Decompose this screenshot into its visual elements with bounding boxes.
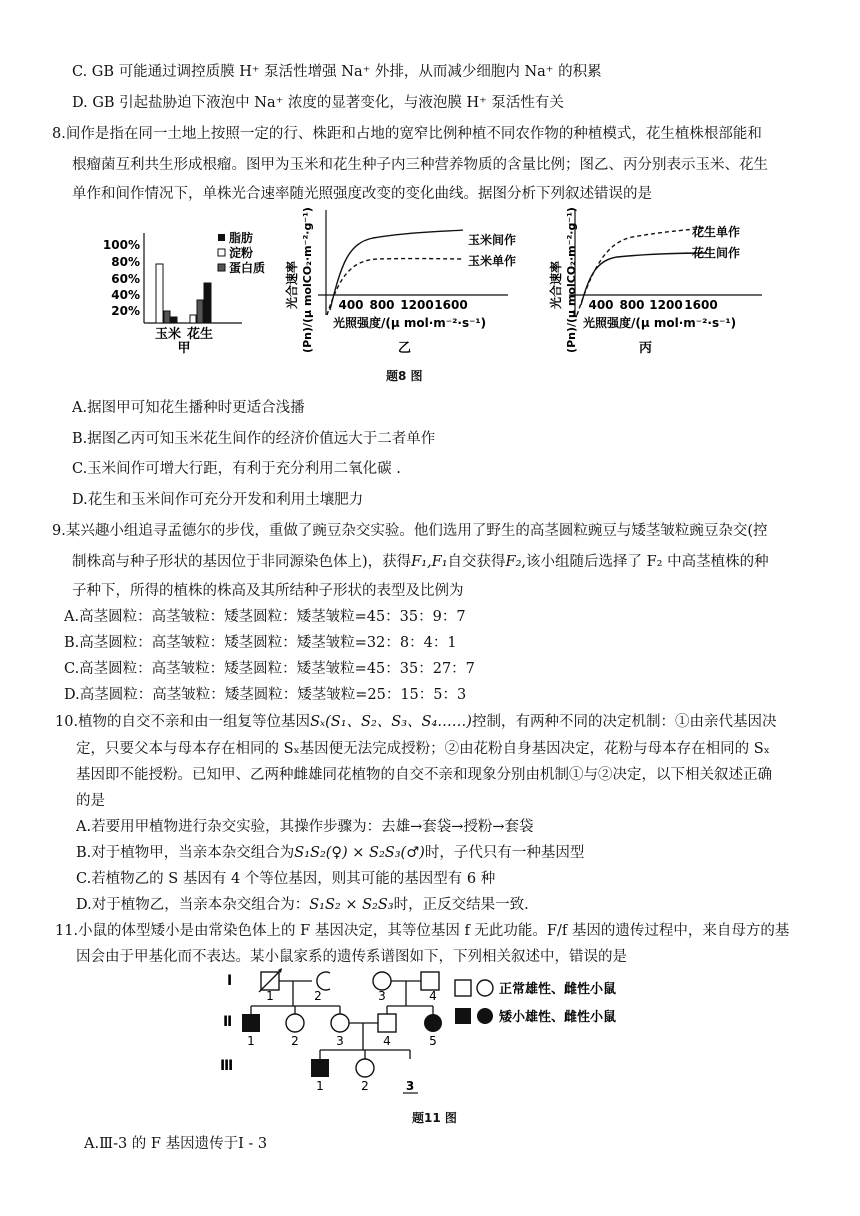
num: 2: [361, 1079, 369, 1093]
q9-stem-line3: 子种下，所得的植株的株高及其所结种子形状的表型及比例为: [72, 583, 464, 599]
series-label-intercrop: 玉米间作: [468, 233, 517, 247]
num: 1: [247, 1034, 255, 1048]
q10-option-d: D.对于植物乙，当亲本杂交组合为：S₁S₂ × S₂S₃时，正反交结果一致.: [76, 897, 529, 913]
q11-stem-line1: 11.小鼠的体型矮小是由常染色体上的 F 基因决定，其等位基因 f 无此功能。F/f 基因的遗传过程中，来自母方的基: [55, 923, 790, 939]
q8-stem-line2: 根瘤菌互利共生形成根瘤。图甲为玉米和花生种子内三种营养物质的含量比例；图乙、丙分别表示玉米、花生: [72, 157, 768, 173]
q8-option-c: C.玉米间作可增大行距，有利于充分利用二氧化碳 .: [72, 461, 401, 477]
II-1-male-small: [242, 1014, 260, 1032]
figure-label: 丙: [639, 341, 653, 356]
q10-option-b: B.对于植物甲，当亲本杂交组合为S₁S₂(♀) × S₂S₃(♂)时，子代只有一种基因型: [76, 845, 585, 861]
q11-option-a: A.Ⅲ-3 的 F 基因遗传于Ⅰ - 3: [84, 1136, 268, 1152]
gen-label: Ⅲ: [220, 1058, 234, 1074]
num: 4: [383, 1034, 391, 1048]
series-label-monocrop: 花生单作: [692, 225, 741, 239]
num: 2: [291, 1034, 299, 1048]
I-2-female: [317, 972, 330, 990]
figure-label: 甲: [177, 341, 191, 356]
q10-option-c: C.若植物乙的 S 基因有 4 个等位基因，则其可能的基因型有 6 种: [76, 871, 496, 887]
legend-small-female: [477, 1008, 493, 1024]
x-tick: 800: [619, 298, 645, 312]
num: 3: [336, 1034, 344, 1048]
q8-option-d: D.花生和玉米间作可充分开发和利用土壤肥力: [72, 492, 364, 508]
x-axis-label: 光照强度/(μ mol·m⁻²·s⁻¹): [583, 316, 737, 330]
figure-bing-line-chart: [547, 205, 802, 360]
x-tick: 1200: [649, 298, 683, 312]
q9-stem-line2: 制株高与种子形状的基因位于非同源染色体上)，获得F₁,F₁自交获得F₂,该小组随后选择了 F₂ 中高茎植株的种: [72, 554, 769, 570]
q7-option-c: C. GB 可能通过调控质膜 H⁺ 泵活性增强 Na⁺ 外排，从而减少细胞内 Na⁺ 的积累: [72, 64, 602, 80]
II-3-female: [331, 1014, 349, 1032]
q11-stem-line2: 因会由于甲基化而不表达。某小鼠家系的遗传系谱图如下，下列相关叙述中，错误的是: [76, 949, 627, 965]
III-2-female: [356, 1059, 374, 1077]
q9-stem-line1: 9.某兴趣小组追寻孟德尔的步伐，重做了豌豆杂交实验。他们选用了野生的高茎圆粒豌豆与矮茎皱粒豌豆杂交(控: [52, 523, 768, 539]
x-tick: 1600: [684, 298, 718, 312]
num: 1: [316, 1079, 324, 1093]
figure-jia-bar-chart: [100, 225, 266, 360]
legend-starch: 淀粉: [229, 246, 254, 260]
q10-stem-line1: 10.植物的自交不亲和由一组复等位基因Sₓ(S₁、S₂、S₃、S₄……)控制，有两种不同的决定机制：①由亲代基因决: [55, 714, 777, 730]
figure-label: 乙: [398, 341, 412, 356]
y-axis-label: 光合速率: [285, 260, 299, 310]
q9-option-c: C.高茎圆粒：高茎皱粒：矮茎圆粒：矮茎皱粒=45：35：27：7: [64, 661, 475, 677]
bar-corn-starch: [156, 264, 163, 323]
x-tick: 1600: [434, 298, 468, 312]
q7-option-d: D. GB 引起盐胁迫下液泡中 Na⁺ 浓度的显著变化，与液泡膜 H⁺ 泵活性有关: [72, 95, 564, 111]
num: 1: [266, 989, 274, 1003]
ytick: 20%: [111, 304, 140, 318]
ytick: 80%: [111, 255, 140, 269]
ytick: 60%: [111, 272, 140, 286]
legend-swatch-fat: [218, 234, 225, 241]
y-axis-unit: (Pn)/(μ molCO₂·m⁻²·g⁻¹): [301, 207, 314, 353]
category-label: 玉米: [154, 327, 182, 342]
ytick: 40%: [111, 288, 140, 302]
bar-corn-fat: [171, 317, 177, 323]
legend-swatch-starch: [218, 249, 225, 256]
bar-corn-protein: [164, 311, 170, 323]
q9-option-d: D.高茎圆粒：高茎皱粒：矮茎圆粒：矮茎皱粒=25：15：5：3: [64, 687, 467, 703]
q10-option-a: A.若要用甲植物进行杂交实验，其操作步骤为：去雄→套袋→授粉→套袋: [76, 819, 534, 835]
I-4-male: [421, 972, 439, 990]
II-2-female: [286, 1014, 304, 1032]
q9-option-a: A.高茎圆粒：高茎皱粒：矮茎圆粒：矮茎皱粒=45：35：9：7: [64, 609, 466, 625]
series-label-monocrop: 玉米单作: [468, 254, 517, 268]
legend-swatch-protein: [218, 264, 225, 271]
q10-stem-line2: 定，只要父本与母本存在相同的 Sₓ基因便无法完成授粉；②由花粉自身基因决定，花粉与母本存在相同的 Sₓ: [76, 741, 770, 757]
y-axis-label: 光合速率: [549, 260, 563, 310]
category-label: 花生: [186, 327, 214, 342]
q8-option-b: B.据图乙丙可知玉米花生间作的经济价值远大于二者单作: [72, 431, 436, 447]
legend-normal: 正常雄性、雌性小鼠: [499, 982, 617, 997]
II-4-male: [378, 1014, 396, 1032]
gen-label: Ⅱ: [223, 1014, 233, 1030]
bar-peanut-starch: [190, 315, 196, 323]
I-3-female: [373, 972, 391, 990]
num: 3: [405, 1079, 415, 1093]
x-axis-label: 光照强度/(μ mol·m⁻²·s⁻¹): [333, 316, 487, 330]
q10-stem-line3: 基因即不能授粉。已知甲、乙两种雌雄同花植物的自交不亲和现象分别由机制①与②决定，以下相关叙述正确: [76, 767, 772, 783]
num: 5: [429, 1034, 437, 1048]
series-label-intercrop: 花生间作: [692, 246, 741, 260]
q11-figure-caption: 题11 图: [412, 1111, 457, 1125]
x-tick: 800: [369, 298, 395, 312]
q8-stem-line3: 单作和间作情况下，单株光合速率随光照强度改变的变化曲线。据图分析下列叙述错误的是: [72, 186, 652, 202]
legend-small: 矮小雄性、雌性小鼠: [499, 1010, 617, 1025]
q9-option-b: B.高茎圆粒：高茎皱粒：矮茎圆粒：矮茎皱粒=32：8：4：1: [64, 635, 457, 651]
num: 4: [429, 989, 437, 1003]
q8-figure-caption: 题8 图: [386, 369, 423, 383]
q8-stem-line1: 8.间作是指在同一土地上按照一定的行、株距和占地的宽窄比例种植不同农作物的种植模式，花生植株根部能和: [52, 126, 762, 142]
legend-normal-female: [477, 980, 493, 996]
y-axis-unit: (Pn)/(μ molCO₂·m⁻²·g⁻¹): [565, 207, 578, 353]
x-tick: 400: [588, 298, 614, 312]
num: 2: [314, 989, 322, 1003]
figure-yi-line-chart: [283, 205, 538, 360]
bar-peanut-fat: [204, 283, 211, 323]
pedigree-chart: [215, 966, 655, 1114]
legend-normal-male: [455, 980, 471, 996]
legend-fat: 脂肪: [229, 231, 254, 245]
bar-peanut-protein: [197, 300, 203, 323]
q8-option-a: A.据图甲可知花生播种时更适合浅播: [72, 400, 305, 416]
num: 3: [378, 989, 386, 1003]
q10-stem-line4: 的是: [76, 793, 105, 809]
ytick: 100%: [102, 238, 140, 252]
gen-label: Ⅰ: [227, 973, 233, 989]
x-tick: 1200: [400, 298, 434, 312]
III-1-male-small: [311, 1059, 329, 1077]
x-tick: 400: [338, 298, 364, 312]
II-5-female-small: [424, 1014, 442, 1032]
legend-protein: 蛋白质: [229, 261, 266, 275]
legend-small-male: [455, 1008, 471, 1024]
